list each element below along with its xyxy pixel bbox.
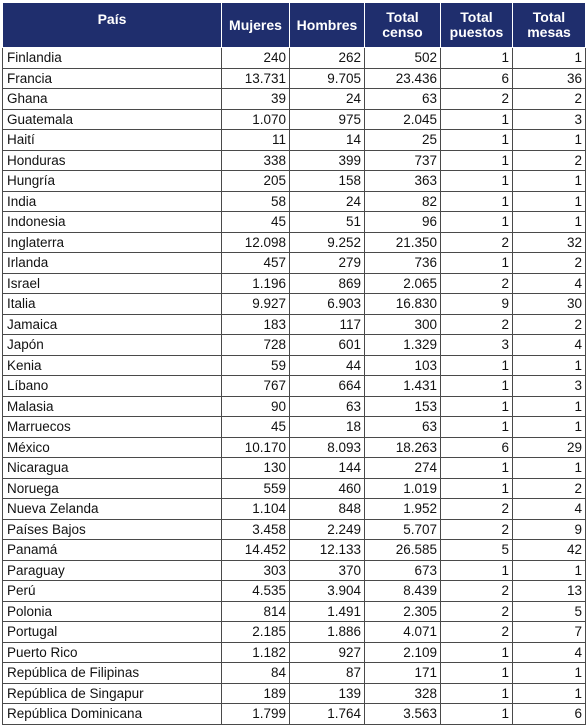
header-row xyxy=(3,3,586,48)
cell-pais: Países Bajos xyxy=(3,519,222,540)
cell-total-mesas: 2 xyxy=(513,89,586,110)
table-row xyxy=(3,232,586,253)
cell-total-censo: 2.305 xyxy=(365,601,441,622)
cell-total-puestos: 1 xyxy=(441,396,513,417)
cell-pais: Irlanda xyxy=(3,253,222,274)
cell-pais: Malasia xyxy=(3,396,222,417)
cell-pais: Inglaterra xyxy=(3,232,222,253)
cell-hombres: 87 xyxy=(290,663,365,684)
cell-total-puestos: 1 xyxy=(441,212,513,233)
cell-total-censo: 328 xyxy=(365,683,441,704)
cell-hombres: 117 xyxy=(290,314,365,335)
cell-mujeres: 59 xyxy=(222,355,290,376)
table-row xyxy=(3,601,586,622)
cell-total-puestos: 2 xyxy=(441,499,513,520)
cell-mujeres: 1.196 xyxy=(222,273,290,294)
cell-total-puestos: 3 xyxy=(441,335,513,356)
cell-pais: Perú xyxy=(3,581,222,602)
cell-hombres: 460 xyxy=(290,478,365,499)
cell-total-mesas: 1 xyxy=(513,417,586,438)
cell-total-puestos: 1 xyxy=(441,171,513,192)
cell-mujeres: 14.452 xyxy=(222,540,290,561)
cell-total-puestos: 2 xyxy=(441,273,513,294)
table-row xyxy=(3,560,586,581)
cell-pais: Finlandia xyxy=(3,48,222,69)
table-row xyxy=(3,314,586,335)
cell-hombres: 24 xyxy=(290,191,365,212)
table-row xyxy=(3,335,586,356)
cell-total-puestos: 2 xyxy=(441,519,513,540)
cell-total-censo: 21.350 xyxy=(365,232,441,253)
cell-total-puestos: 6 xyxy=(441,68,513,89)
header-total-puestos: Total puestos xyxy=(441,3,513,48)
cell-hombres: 6.903 xyxy=(290,294,365,315)
cell-total-mesas: 1 xyxy=(513,560,586,581)
cell-hombres: 14 xyxy=(290,130,365,151)
cell-mujeres: 1.182 xyxy=(222,642,290,663)
cell-total-puestos: 1 xyxy=(441,642,513,663)
cell-pais: Marruecos xyxy=(3,417,222,438)
table-row xyxy=(3,642,586,663)
cell-total-puestos: 1 xyxy=(441,109,513,130)
cell-pais: India xyxy=(3,191,222,212)
cell-mujeres: 457 xyxy=(222,253,290,274)
cell-total-mesas: 42 xyxy=(513,540,586,561)
table-header xyxy=(3,3,586,48)
cell-hombres: 1.764 xyxy=(290,704,365,725)
cell-total-censo: 274 xyxy=(365,458,441,479)
cell-total-mesas: 32 xyxy=(513,232,586,253)
cell-mujeres: 814 xyxy=(222,601,290,622)
cell-pais: Francia xyxy=(3,68,222,89)
cell-total-puestos: 2 xyxy=(441,581,513,602)
cell-mujeres: 240 xyxy=(222,48,290,69)
cell-total-censo: 5.707 xyxy=(365,519,441,540)
cell-total-censo: 363 xyxy=(365,171,441,192)
cell-mujeres: 1.104 xyxy=(222,499,290,520)
cell-pais: Jamaica xyxy=(3,314,222,335)
cell-total-puestos: 2 xyxy=(441,622,513,643)
cell-total-puestos: 2 xyxy=(441,314,513,335)
cell-pais: Ghana xyxy=(3,89,222,110)
cell-pais: Puerto Rico xyxy=(3,642,222,663)
cell-mujeres: 183 xyxy=(222,314,290,335)
table-row xyxy=(3,294,586,315)
cell-total-censo: 2.065 xyxy=(365,273,441,294)
cell-total-mesas: 4 xyxy=(513,499,586,520)
census-table xyxy=(2,2,586,725)
cell-mujeres: 189 xyxy=(222,683,290,704)
cell-mujeres: 338 xyxy=(222,150,290,171)
cell-total-censo: 82 xyxy=(365,191,441,212)
cell-hombres: 144 xyxy=(290,458,365,479)
cell-total-censo: 300 xyxy=(365,314,441,335)
table-row xyxy=(3,683,586,704)
cell-total-censo: 23.436 xyxy=(365,68,441,89)
cell-total-mesas: 6 xyxy=(513,704,586,725)
table-row xyxy=(3,212,586,233)
cell-total-puestos: 1 xyxy=(441,253,513,274)
cell-mujeres: 13.731 xyxy=(222,68,290,89)
cell-mujeres: 1.070 xyxy=(222,109,290,130)
cell-total-puestos: 2 xyxy=(441,232,513,253)
cell-total-puestos: 1 xyxy=(441,560,513,581)
table-row xyxy=(3,396,586,417)
cell-pais: México xyxy=(3,437,222,458)
cell-total-puestos: 1 xyxy=(441,376,513,397)
table-row xyxy=(3,376,586,397)
table-row xyxy=(3,478,586,499)
cell-mujeres: 39 xyxy=(222,89,290,110)
header-total-censo: Total censo xyxy=(365,3,441,48)
cell-pais: Italia xyxy=(3,294,222,315)
census-table-container xyxy=(2,2,585,725)
cell-pais: Noruega xyxy=(3,478,222,499)
cell-total-mesas: 29 xyxy=(513,437,586,458)
cell-hombres: 848 xyxy=(290,499,365,520)
cell-total-censo: 1.329 xyxy=(365,335,441,356)
cell-total-censo: 673 xyxy=(365,560,441,581)
table-row xyxy=(3,150,586,171)
cell-pais: Portugal xyxy=(3,622,222,643)
cell-hombres: 158 xyxy=(290,171,365,192)
cell-hombres: 8.093 xyxy=(290,437,365,458)
cell-mujeres: 90 xyxy=(222,396,290,417)
cell-total-mesas: 5 xyxy=(513,601,586,622)
cell-total-censo: 502 xyxy=(365,48,441,69)
cell-mujeres: 767 xyxy=(222,376,290,397)
cell-hombres: 869 xyxy=(290,273,365,294)
cell-hombres: 3.904 xyxy=(290,581,365,602)
cell-total-censo: 25 xyxy=(365,130,441,151)
cell-total-mesas: 1 xyxy=(513,212,586,233)
table-row xyxy=(3,663,586,684)
cell-pais: Kenia xyxy=(3,355,222,376)
cell-total-puestos: 5 xyxy=(441,540,513,561)
cell-hombres: 975 xyxy=(290,109,365,130)
table-row xyxy=(3,355,586,376)
cell-total-mesas: 36 xyxy=(513,68,586,89)
cell-hombres: 51 xyxy=(290,212,365,233)
cell-total-puestos: 1 xyxy=(441,683,513,704)
cell-total-mesas: 4 xyxy=(513,642,586,663)
cell-total-censo: 1.952 xyxy=(365,499,441,520)
cell-total-mesas: 1 xyxy=(513,396,586,417)
cell-pais: Panamá xyxy=(3,540,222,561)
table-row xyxy=(3,519,586,540)
cell-hombres: 601 xyxy=(290,335,365,356)
cell-mujeres: 11 xyxy=(222,130,290,151)
cell-mujeres: 303 xyxy=(222,560,290,581)
cell-total-puestos: 1 xyxy=(441,150,513,171)
cell-total-mesas: 1 xyxy=(513,663,586,684)
table-row xyxy=(3,437,586,458)
cell-pais: República Dominicana xyxy=(3,704,222,725)
cell-mujeres: 9.927 xyxy=(222,294,290,315)
cell-mujeres: 130 xyxy=(222,458,290,479)
cell-hombres: 24 xyxy=(290,89,365,110)
cell-total-puestos: 6 xyxy=(441,437,513,458)
cell-mujeres: 45 xyxy=(222,417,290,438)
cell-pais: Japón xyxy=(3,335,222,356)
cell-total-censo: 4.071 xyxy=(365,622,441,643)
cell-hombres: 1.491 xyxy=(290,601,365,622)
table-row xyxy=(3,704,586,725)
cell-hombres: 139 xyxy=(290,683,365,704)
cell-total-puestos: 1 xyxy=(441,130,513,151)
cell-pais: Polonia xyxy=(3,601,222,622)
cell-total-censo: 18.263 xyxy=(365,437,441,458)
cell-total-mesas: 7 xyxy=(513,622,586,643)
header-mujeres: Mujeres xyxy=(222,3,290,48)
cell-total-censo: 3.563 xyxy=(365,704,441,725)
cell-hombres: 262 xyxy=(290,48,365,69)
cell-mujeres: 3.458 xyxy=(222,519,290,540)
cell-total-mesas: 3 xyxy=(513,109,586,130)
cell-hombres: 18 xyxy=(290,417,365,438)
cell-pais: Líbano xyxy=(3,376,222,397)
cell-total-censo: 2.045 xyxy=(365,109,441,130)
cell-total-mesas: 13 xyxy=(513,581,586,602)
table-row xyxy=(3,581,586,602)
table-row xyxy=(3,171,586,192)
cell-total-mesas: 1 xyxy=(513,191,586,212)
cell-pais: Paraguay xyxy=(3,560,222,581)
cell-total-mesas: 4 xyxy=(513,273,586,294)
cell-total-mesas: 1 xyxy=(513,458,586,479)
cell-hombres: 44 xyxy=(290,355,365,376)
cell-pais: Israel xyxy=(3,273,222,294)
table-row xyxy=(3,622,586,643)
header-pais: País xyxy=(3,3,222,48)
header-total-mesas: Total mesas xyxy=(513,3,586,48)
table-row xyxy=(3,89,586,110)
table-row xyxy=(3,109,586,130)
table-row xyxy=(3,273,586,294)
cell-hombres: 664 xyxy=(290,376,365,397)
cell-total-censo: 737 xyxy=(365,150,441,171)
cell-total-mesas: 1 xyxy=(513,683,586,704)
cell-pais: Hungría xyxy=(3,171,222,192)
cell-hombres: 399 xyxy=(290,150,365,171)
cell-hombres: 12.133 xyxy=(290,540,365,561)
cell-total-mesas: 2 xyxy=(513,478,586,499)
cell-pais: Haití xyxy=(3,130,222,151)
cell-total-puestos: 1 xyxy=(441,355,513,376)
cell-total-puestos: 1 xyxy=(441,704,513,725)
cell-total-censo: 736 xyxy=(365,253,441,274)
cell-mujeres: 4.535 xyxy=(222,581,290,602)
cell-total-puestos: 1 xyxy=(441,417,513,438)
cell-hombres: 63 xyxy=(290,396,365,417)
cell-hombres: 9.252 xyxy=(290,232,365,253)
cell-total-censo: 96 xyxy=(365,212,441,233)
cell-mujeres: 12.098 xyxy=(222,232,290,253)
table-row xyxy=(3,48,586,69)
cell-total-mesas: 2 xyxy=(513,314,586,335)
table-row xyxy=(3,191,586,212)
cell-hombres: 927 xyxy=(290,642,365,663)
cell-pais: República de Filipinas xyxy=(3,663,222,684)
cell-mujeres: 559 xyxy=(222,478,290,499)
cell-mujeres: 45 xyxy=(222,212,290,233)
cell-total-censo: 26.585 xyxy=(365,540,441,561)
cell-total-censo: 1.431 xyxy=(365,376,441,397)
table-row xyxy=(3,253,586,274)
cell-total-puestos: 1 xyxy=(441,478,513,499)
cell-total-censo: 153 xyxy=(365,396,441,417)
cell-total-mesas: 2 xyxy=(513,150,586,171)
cell-total-censo: 16.830 xyxy=(365,294,441,315)
cell-total-censo: 8.439 xyxy=(365,581,441,602)
cell-total-mesas: 1 xyxy=(513,355,586,376)
table-row xyxy=(3,130,586,151)
table-row xyxy=(3,68,586,89)
cell-total-censo: 103 xyxy=(365,355,441,376)
cell-mujeres: 84 xyxy=(222,663,290,684)
table-body xyxy=(3,48,586,725)
cell-total-puestos: 9 xyxy=(441,294,513,315)
cell-pais: Nueva Zelanda xyxy=(3,499,222,520)
cell-total-puestos: 2 xyxy=(441,89,513,110)
cell-total-puestos: 2 xyxy=(441,601,513,622)
cell-total-censo: 63 xyxy=(365,89,441,110)
cell-pais: Nicaragua xyxy=(3,458,222,479)
cell-pais: Indonesia xyxy=(3,212,222,233)
cell-pais: Honduras xyxy=(3,150,222,171)
cell-mujeres: 10.170 xyxy=(222,437,290,458)
cell-mujeres: 1.799 xyxy=(222,704,290,725)
cell-hombres: 9.705 xyxy=(290,68,365,89)
table-row xyxy=(3,540,586,561)
cell-total-censo: 2.109 xyxy=(365,642,441,663)
table-row xyxy=(3,499,586,520)
cell-total-mesas: 1 xyxy=(513,130,586,151)
header-hombres: Hombres xyxy=(290,3,365,48)
cell-pais: Guatemala xyxy=(3,109,222,130)
cell-total-mesas: 1 xyxy=(513,48,586,69)
table-row xyxy=(3,458,586,479)
cell-hombres: 2.249 xyxy=(290,519,365,540)
cell-total-puestos: 1 xyxy=(441,48,513,69)
cell-hombres: 279 xyxy=(290,253,365,274)
cell-total-puestos: 1 xyxy=(441,663,513,684)
cell-total-censo: 171 xyxy=(365,663,441,684)
cell-total-censo: 63 xyxy=(365,417,441,438)
cell-mujeres: 728 xyxy=(222,335,290,356)
cell-total-mesas: 4 xyxy=(513,335,586,356)
cell-hombres: 370 xyxy=(290,560,365,581)
cell-total-mesas: 9 xyxy=(513,519,586,540)
cell-mujeres: 205 xyxy=(222,171,290,192)
cell-pais: República de Singapur xyxy=(3,683,222,704)
cell-hombres: 1.886 xyxy=(290,622,365,643)
cell-total-mesas: 3 xyxy=(513,376,586,397)
cell-total-puestos: 1 xyxy=(441,191,513,212)
cell-total-censo: 1.019 xyxy=(365,478,441,499)
cell-mujeres: 58 xyxy=(222,191,290,212)
cell-total-mesas: 1 xyxy=(513,171,586,192)
cell-total-mesas: 2 xyxy=(513,253,586,274)
cell-mujeres: 2.185 xyxy=(222,622,290,643)
table-row xyxy=(3,417,586,438)
cell-total-puestos: 1 xyxy=(441,458,513,479)
cell-total-mesas: 30 xyxy=(513,294,586,315)
